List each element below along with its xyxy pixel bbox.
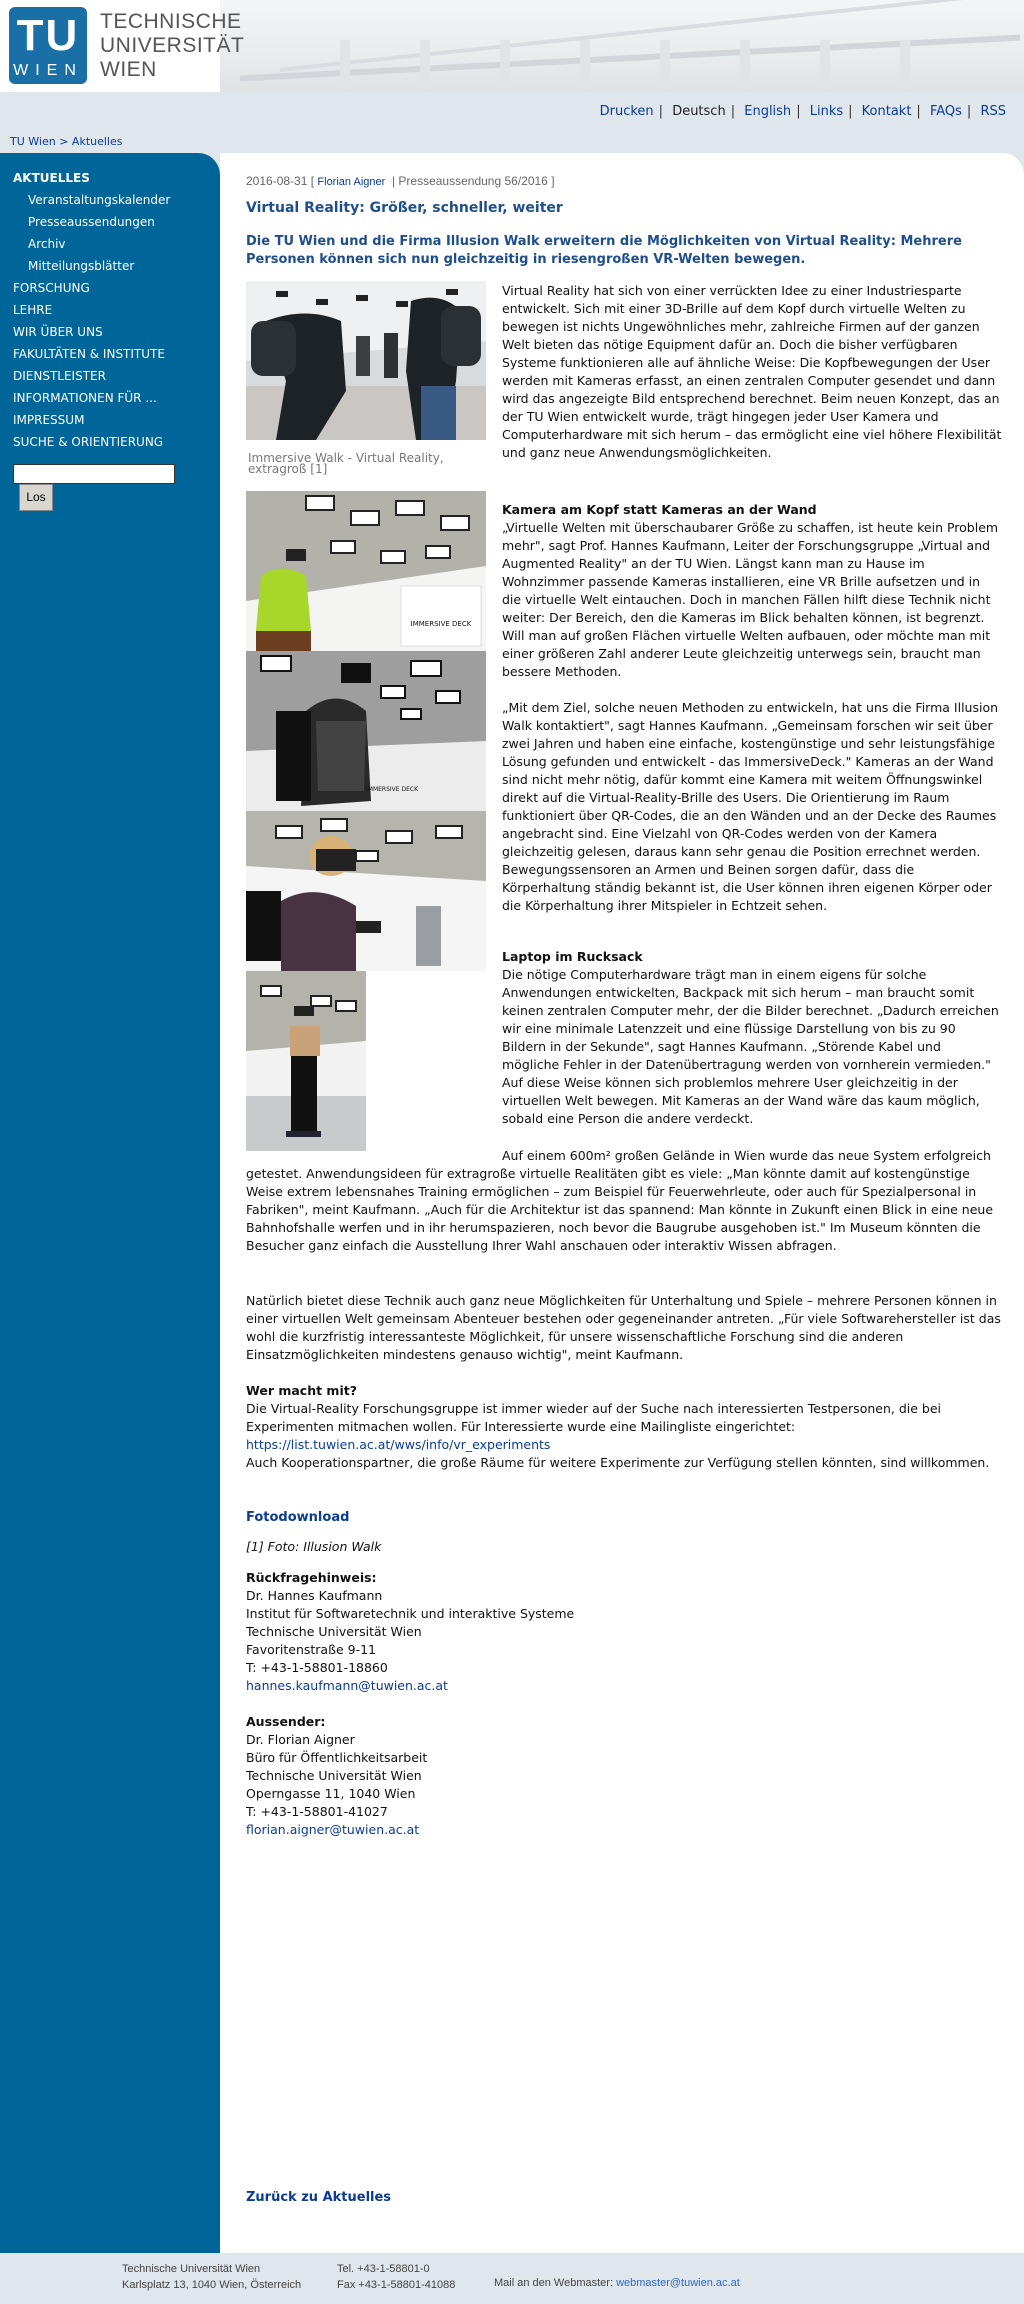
contact-line: Favoritenstraße 9-11	[246, 1642, 376, 1657]
svg-text:IMMERSIVE DECK: IMMERSIVE DECK	[366, 786, 418, 793]
breadcrumb-current[interactable]: Aktuelles	[71, 135, 123, 148]
article-title: Virtual Reality: Größer, schneller, weiter	[246, 200, 563, 216]
sender-block	[246, 1713, 1001, 1839]
photo-immersive-deck-1[interactable]	[246, 491, 486, 651]
sender-line: Dr. Florian Aigner	[246, 1732, 355, 1747]
back-to-aktuelles-link[interactable]: Aktuelles	[322, 2190, 392, 2205]
article-author-link[interactable]: Florian Aigner	[317, 176, 386, 188]
nav-kontakt[interactable]: Kontakt	[861, 104, 912, 119]
sidebar-item-lehre[interactable]: LEHRE	[13, 303, 53, 317]
footer-webmaster-label: Mail an den Webmaster:	[494, 2277, 614, 2289]
contact-line: Institut für Softwaretechnik und interaktive Systeme	[246, 1606, 575, 1621]
sidebar	[0, 153, 220, 2253]
breadcrumb	[10, 135, 122, 148]
sidebar-item-impressum[interactable]: IMPRESSUM	[13, 413, 85, 427]
contact-email-link[interactable]: hannes.kaufmann@tuwien.ac.at	[246, 1678, 448, 1693]
section-laptop	[502, 948, 1002, 1128]
section-heading-kamera: Kamera am Kopf statt Kameras an der Wand	[502, 502, 817, 517]
sender-heading: Aussender:	[246, 1714, 326, 1729]
article-lead: Die TU Wien und die Firma Illusion Walk erweitern die Möglichkeiten von Virtual Reality: Mehrere Personen können sich nun gleichzeitig in riesengroßen VR-Welten bewegen.	[246, 234, 962, 267]
breadcrumb-separator: >	[59, 135, 69, 148]
sender-line: Büro für Öffentlichkeitsarbeit	[246, 1750, 428, 1765]
paragraph-kooperation: Auch Kooperationspartner, die große Räume für weitere Experimente zur Verfügung stellen könnten, sind willkommen.	[246, 1455, 990, 1470]
search-input[interactable]	[13, 464, 175, 484]
sender-line: Technische Universität Wien	[246, 1768, 422, 1783]
footer-webmaster-email[interactable]: webmaster@tuwien.ac.at	[616, 2277, 740, 2289]
sidebar-item-veranstaltungskalender[interactable]: Veranstaltungskalender	[28, 193, 171, 207]
footer-org: Technische Universität Wien	[122, 2263, 261, 2275]
photo-immersive-deck-4[interactable]	[246, 971, 366, 1151]
photo-caption: Immersive Walk - Virtual Reality, extragroß [1]	[248, 451, 444, 476]
nav-faqs[interactable]: FAQs	[929, 104, 962, 119]
sidebar-item-presseaussendungen[interactable]: Presseaussendungen	[28, 215, 155, 229]
section-wer-macht-mit	[246, 1382, 1001, 1472]
sender-email-link[interactable]: florian.aigner@tuwien.ac.at	[246, 1822, 420, 1837]
paragraph-laptop: Die nötige Computerhardware trägt man in einem eigens für solche Anwendungen entwickelten, Backpack mit sich herum – man braucht somit keinen zentralen Computer mehr, der die Bilder berechnet. „Dadurch erreichen wir eine minimale Latenzzeit und eine flüssige Darstellung von bis zu 90 Bildern in der Sekunde", sagt Hannes Kaufmann. „Störende Kabel und mögliche Fehler in der Datenübertragung werden von vornherein vermieden." Auf diese Weise können sich problemlos mehrere User gleichzeitig in der virtuellen Welt bewegen. Mit Kameras an der Wand wäre das kaum möglich, sobald eine Person die andere verdeckt.	[502, 967, 999, 1126]
back-to-news	[246, 2190, 391, 2205]
building-banner-image	[220, 0, 1024, 92]
sidebar-item-aktuelles[interactable]: AKTUELLES	[13, 171, 90, 185]
back-prefix: Zurück zu	[246, 2190, 319, 2205]
photo-immersive-deck-2[interactable]	[246, 651, 486, 811]
sidebar-item-wir-ueber-uns[interactable]: WIR ÜBER UNS	[13, 325, 103, 339]
paragraph-unterhaltung: Natürlich bietet diese Technik auch ganz neue Möglichkeiten für Unterhaltung und Spiele – mehrere Personen können in einer virtuellen Welt gemeinsam Abenteuer bestehen oder gegeneinander antreten. „Für viele Softwarehersteller ist das wohl die kurzfristig interessanteste Möglichkeit, für unsere wissenschaftliche Forschung sind die anderen Einsatzmöglichkeiten mindestens genauso wichtig", meint Kaufmann.	[246, 1293, 1001, 1362]
sidebar-item-suche[interactable]: SUCHE & ORIENTIERUNG	[13, 435, 164, 449]
sender-line: Operngasse 11, 1040 Wien	[246, 1786, 416, 1801]
nav-english[interactable]: English	[744, 104, 792, 119]
paragraph-kamera: „Virtuelle Welten mit überschaubarer Größe zu schaffen, ist heute kein Problem mehr", sagt Prof. Hannes Kaufmann, Leiter der Forschungsgruppe „Virtual and Augmented Reality" an der TU Wien. Längst kann man zu Hause im Wohnzimmer passende Kameras installieren, eine VR Brille aufsetzen und in die virtuelle Welt eintauchen. Doch in manchen Fällen hilft diese Technik nicht weiter: Der Bereich, den die Kameras im Blick behalten können, ist begrenzt. Will man auf großen Flächen virtuelle Welten aufbauen, oder möchte man mit einer größeren Zahl anderer Leute gleichzeitig unterwegs sein, braucht man bessere Methoden.	[502, 520, 999, 679]
paragraph-testpersonen: Die Virtual-Reality Forschungsgruppe ist immer wieder auf der Suche nach interessierten Testpersonen, die bei Experimenten mitmachen wollen. Für Interessierte wurde eine Mailingliste eingerichtet:	[246, 1401, 941, 1434]
svg-text:IMMERSIVE DECK: IMMERSIVE DECK	[410, 620, 472, 628]
main-content	[220, 153, 1024, 2253]
nav-links[interactable]: Links	[809, 104, 844, 119]
sidebar-item-archiv[interactable]: Archiv	[28, 237, 66, 251]
contact-block	[246, 1569, 1001, 1695]
footer-tel: Tel. +43-1-58801-0	[337, 2263, 430, 2275]
tu-logo[interactable]	[9, 7, 87, 84]
contact-phone: T: +43-1-58801-18860	[246, 1660, 388, 1675]
search-form	[13, 463, 220, 511]
header	[0, 0, 1024, 92]
logo-mark-top: TU	[16, 11, 80, 60]
paragraph-intro: Virtual Reality hat sich von einer verrückten Idee zu einer Industriesparte entwickelt. Sich mit einer 3D-Brille auf dem Kopf durch virtuelle Welten zu bewegen ist nichts Ungewöhnliches mehr, zahlreiche Firmen auf der ganzen Welt bieten das nötige Equipment dafür an. Doch die bisher verfügbaren Systeme funktionieren alle auf ähnliche Weise: Die Kopfbewegungen der User werden mit Kameras erfasst, an einen zentralen Computer gesendet und dann wird das angezeigte Bild entsprechend berechnet. Beim neuen Konzept, das an der TU Wien entwickelt wurde, trägt hingegen jeder User Kamera und Computerhardware mit sich herum – das ermöglicht eine viel höhere Flexibilität und ganz neue Anwendungsmöglichkeiten.	[502, 283, 1002, 460]
section-heading-laptop: Laptop im Rucksack	[502, 949, 643, 964]
university-name-line: UNIVERSITÄT	[100, 34, 245, 57]
sidebar-item-dienstleister[interactable]: DIENSTLEISTER	[13, 369, 106, 383]
breadcrumb-home[interactable]: TU Wien	[10, 135, 56, 148]
university-name-line: TECHNISCHE	[100, 10, 242, 33]
footer-fax: Fax +43-1-58801-41088	[337, 2279, 456, 2291]
footer	[0, 2253, 1024, 2304]
paragraph-gelaende: Auf einem 600m² großen Gelände in Wien wurde das neue System erfolgreich getestet. Anwendungsideen für extragroße virtuelle Realitäten gibt es viele: „Man könnte damit auf kostengünstige Weise extrem lebensnahes Training ermöglichen – zum Beispiel für Feuerwehrleute, oder auch für Spezialpersonal in Fabriken", meint Kaufmann. „Auch für die Architektur ist das spannend: Man könnte in Zukunft einen Blick in eine neue Bahnhofshalle werfen und in ihr herumspazieren, noch bevor die Baugrube ausgehoben ist." Im Museum könnten die Besucher ganz einfach die Ausstellung Ihrer Wahl anschauen oder interaktiv Wissen abfragen.	[246, 1148, 994, 1253]
nav-rss[interactable]: RSS	[980, 104, 1006, 119]
sender-phone: T: +43-1-58801-41027	[246, 1804, 388, 1819]
section-heading-wer-macht-mit: Wer macht mit?	[246, 1383, 357, 1398]
article-release-number: Presseaussendung 56/2016	[398, 174, 548, 188]
fotodownload-link[interactable]: Fotodownload	[246, 1510, 350, 1525]
nav-deutsch-current: Deutsch	[672, 104, 726, 119]
photo-credit: [1] Foto: Illusion Walk	[246, 1539, 382, 1554]
nav-drucken[interactable]: Drucken	[599, 104, 654, 119]
article-meta: 2016-08-31 [ Florian Aigner | Presseaussendung 56/2016 ]	[246, 174, 555, 188]
contact-heading: Rückfragehinweis:	[246, 1570, 377, 1585]
paragraph-ziel: „Mit dem Ziel, solche neuen Methoden zu entwickeln, hat uns die Firma Illusion Walk kontaktiert", sagt Hannes Kaufmann. „Gemeinsam forschen wir seit über zwei Jahren und haben eine einfache, kostengünstige und sehr leistungsfähige Lösung gefunden und entwickelt - das ImmersiveDeck." Kameras an der Wand sind nicht mehr nötig, dafür kommt eine Kamera mit weitem Öffnungswinkel direkt auf die Virtual-Reality-Brille des Users. Die Orientierung im Raum funktioniert über QR-Codes, die an den Wänden und an der Decke des Raumes angebracht sind. Eine Vielzahl von QR-Codes werden von der Kamera gleichzeitig gelesen, daraus kann sehr genau die Position errechnet werden. Bewegungssensoren an Armen und Beinen sorgen dafür, dass die Körperhaltung ständig bekannt ist, die User können ihren eigenen Körper oder die Körperhaltung ihrer Mitspieler in Echtzeit sehen.	[502, 700, 999, 913]
university-name	[100, 10, 244, 82]
section-kamera	[502, 501, 1002, 681]
sidebar-item-forschung[interactable]: FORSCHUNG	[13, 281, 90, 295]
footer-address: Karlsplatz 13, 1040 Wien, Österreich	[122, 2279, 302, 2291]
sidebar-item-mitteilungsblaetter[interactable]: Mitteilungsblätter	[28, 259, 135, 273]
top-navigation: Drucken | Deutsch | English | Links | Kontakt | FAQs | RSS	[599, 104, 1006, 119]
sidebar-item-fakultaeten[interactable]: FAKULTÄTEN & INSTITUTE	[13, 347, 165, 361]
contact-line: Technische Universität Wien	[246, 1624, 422, 1639]
mailing-list-link[interactable]: https://list.tuwien.ac.at/wws/info/vr_experiments	[246, 1437, 551, 1452]
university-name-line: WIEN	[100, 58, 157, 81]
contact-line: Dr. Hannes Kaufmann	[246, 1588, 383, 1603]
logo-mark-bottom: WIEN	[13, 62, 83, 79]
sidebar-item-informationen[interactable]: INFORMATIONEN FÜR ...	[13, 391, 157, 405]
search-button[interactable]: Los	[19, 484, 53, 511]
article-date: 2016-08-31	[246, 174, 308, 188]
photo-immersive-deck-3[interactable]	[246, 811, 486, 971]
photo-immersive-walk[interactable]	[246, 281, 486, 440]
